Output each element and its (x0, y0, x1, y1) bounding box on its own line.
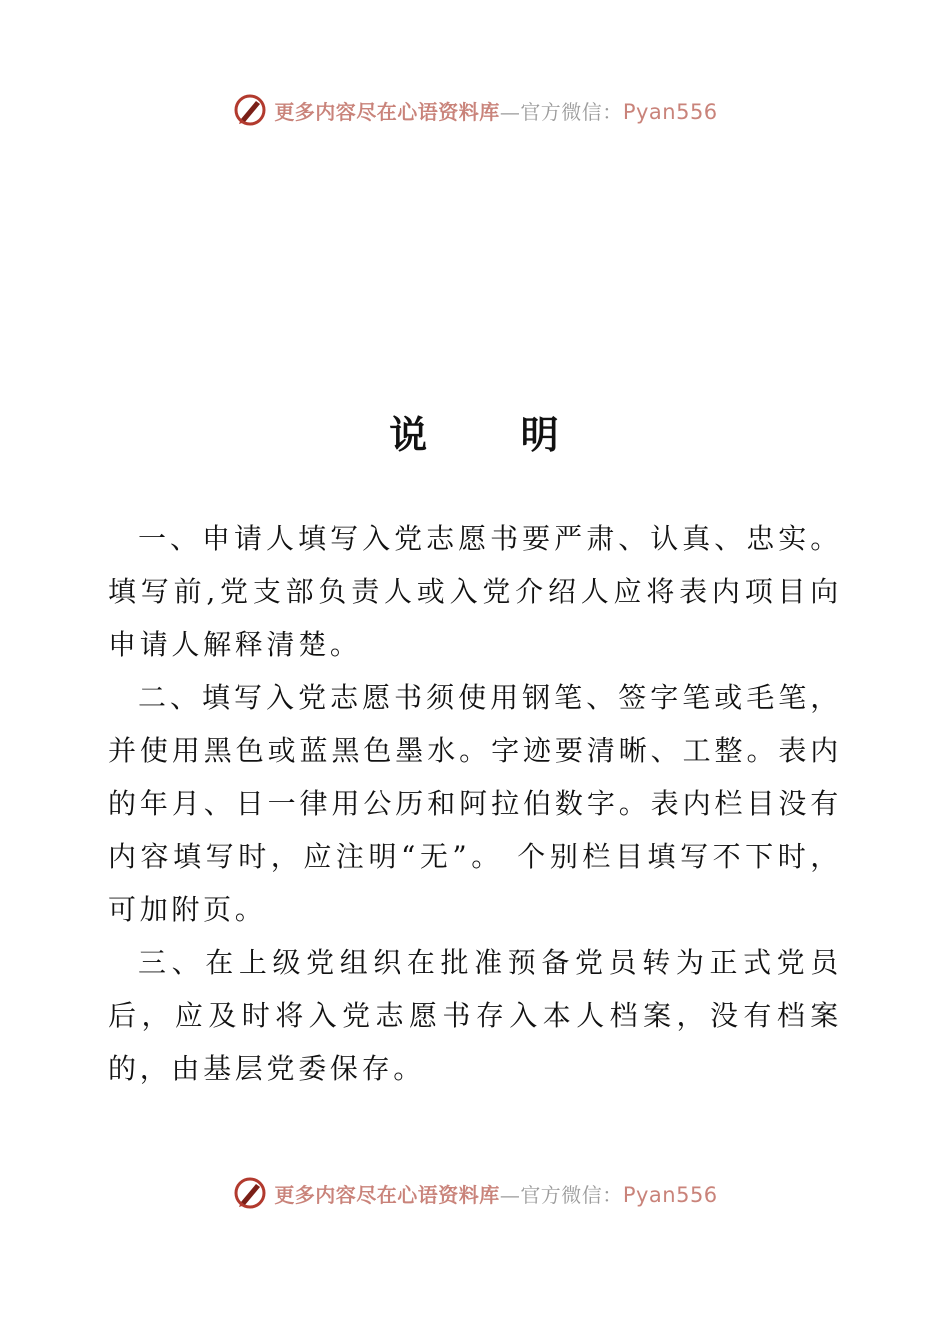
document-title: 说 明 (389, 413, 561, 457)
watermark-main-text: 更多内容尽在心语资料库 (274, 99, 500, 124)
pen-circle-icon (232, 92, 268, 128)
footer-watermark (0, 1175, 950, 1211)
watermark-wechat-id: Pyan556 (622, 99, 718, 124)
watermark-wechat-id: Pyan556 (622, 1182, 718, 1207)
paragraph-2: 二、填写入党志愿书须使用钢笔、签字笔或毛笔，并使用黑色或蓝黑色墨水。字迹要清晰、工整。表内的年月、日一律用公历和阿拉伯数字。表内栏目没有内容填写时，应注明“无”。 个别栏目填写不下时，可加附页。 (108, 681, 842, 926)
watermark-text (274, 1179, 717, 1208)
watermark-main-text: 更多内容尽在心语资料库 (274, 1182, 500, 1207)
watermark-text (274, 96, 717, 125)
watermark-separator-text: —官方微信： (499, 99, 623, 124)
paragraph-3: 三、在上级党组织在批准预备党员转为正式党员后，应及时将入党志愿书存入本人档案，没有档案的，由基层党委保存。 (108, 946, 842, 1085)
paragraph-1: 一、申请人填写入党志愿书要严肃、认真、忠实。填写前,党支部负责人或入党介绍人应将表内项目向申请人解释清楚。 (108, 522, 842, 661)
document-body (108, 512, 842, 1095)
header-watermark (0, 92, 950, 128)
watermark-separator-text: —官方微信： (499, 1182, 623, 1207)
pen-circle-icon (232, 1175, 268, 1211)
